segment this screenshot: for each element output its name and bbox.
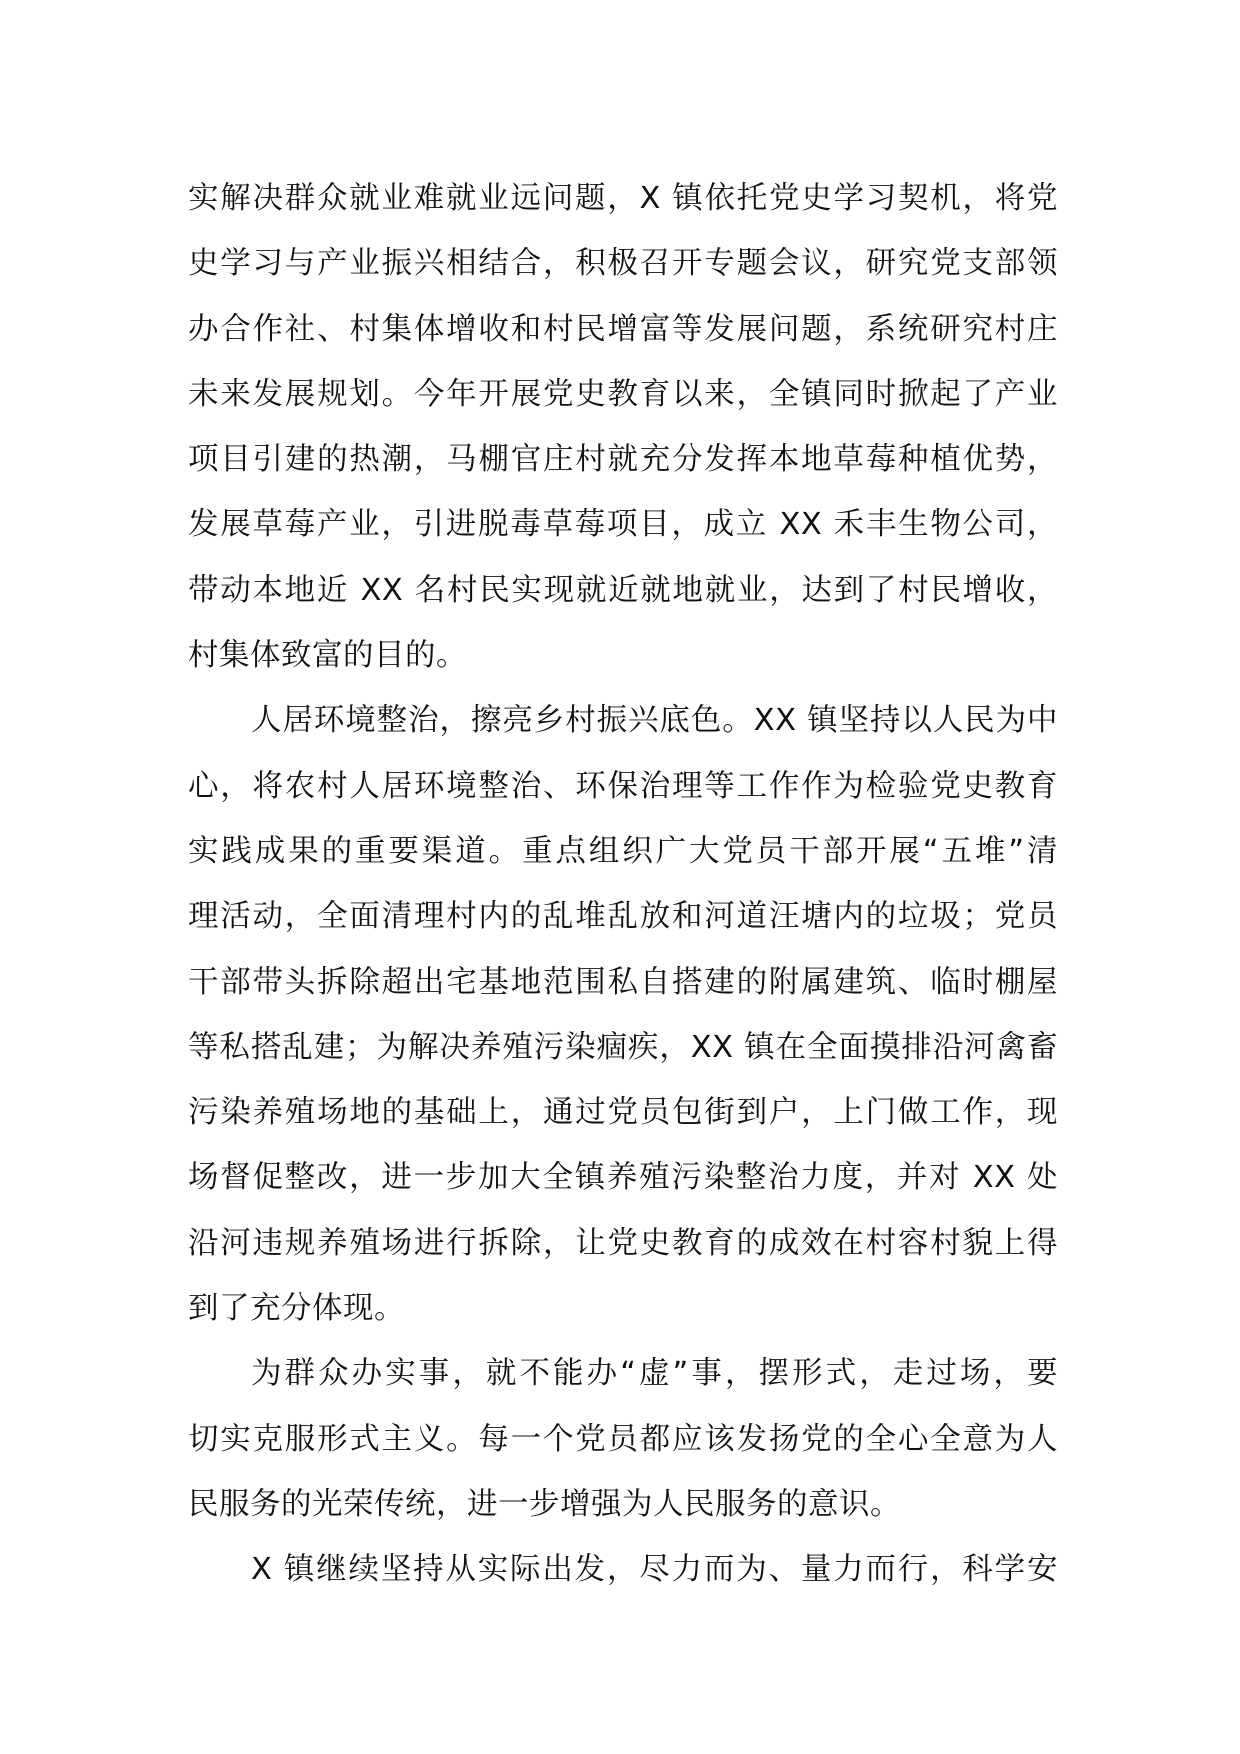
paragraph-start-line: X 镇继续坚持从实际出发，尽力而为、量力而行，科学安 bbox=[251, 1552, 1058, 1588]
text-line: 民服务的光荣传统，进一步增强为人民服务的意识。 bbox=[188, 1486, 901, 1522]
text-line: 未来发展规划。今年开展党史教育以来，全镇同时掀起了产业 bbox=[188, 376, 1058, 412]
text-line: 带动本地近 XX 名村民实现就近就地就业，达到了村民增收， bbox=[188, 572, 1058, 608]
text-line: 实践成果的重要渠道。重点组织广大党员干部开展“五堆”清 bbox=[188, 833, 1058, 869]
text-line: 项目引建的热潮，马棚官庄村就充分发挥本地草莓种植优势， bbox=[188, 442, 1058, 478]
text-line: 等私搭乱建；为解决养殖污染痼疾，XX 镇在全面摸排沿河禽畜 bbox=[188, 1029, 1058, 1065]
text-line: 办合作社、村集体增收和村民增富等发展问题，系统研究村庄 bbox=[188, 311, 1058, 347]
text-line: 切实克服形式主义。每一个党员都应该发扬党的全心全意为人 bbox=[188, 1421, 1058, 1457]
text-line: 理活动，全面清理村内的乱堆乱放和河道汪塘内的垃圾；党员 bbox=[188, 899, 1058, 935]
paragraph-start-line: 人居环境整治，擦亮乡村振兴底色。XX 镇坚持以人民为中 bbox=[251, 703, 1058, 739]
text-line: 沿河违规养殖场进行拆除，让党史教育的成效在村容村貌上得 bbox=[188, 1225, 1058, 1261]
text-line: 到了充分体现。 bbox=[188, 1291, 405, 1327]
body-text bbox=[188, 166, 1058, 1603]
text-line: 场督促整改，进一步加大全镇养殖污染整治力度，并对 XX 处 bbox=[188, 1160, 1058, 1196]
text-line: 实解决群众就业难就业远问题，X 镇依托党史学习契机，将党 bbox=[188, 181, 1058, 216]
text-line: 史学习与产业振兴相结合，积极召开专题会议，研究党支部领 bbox=[188, 246, 1058, 282]
paragraph-start-line: 为群众办实事，就不能办“虚”事，摆形式，走过场，要 bbox=[251, 1356, 1058, 1392]
text-line: 心，将农村人居环境整治、环保治理等工作作为检验党史教育 bbox=[188, 768, 1058, 804]
text-line: 干部带头拆除超出宅基地范围私自搭建的附属建筑、临时棚屋 bbox=[188, 964, 1058, 1000]
text-line: 污染养殖场地的基础上，通过党员包街到户，上门做工作，现 bbox=[188, 1095, 1058, 1131]
text-line: 村集体致富的目的。 bbox=[188, 638, 467, 674]
text-line: 发展草莓产业，引进脱毒草莓项目，成立 XX 禾丰生物公司， bbox=[188, 507, 1058, 543]
